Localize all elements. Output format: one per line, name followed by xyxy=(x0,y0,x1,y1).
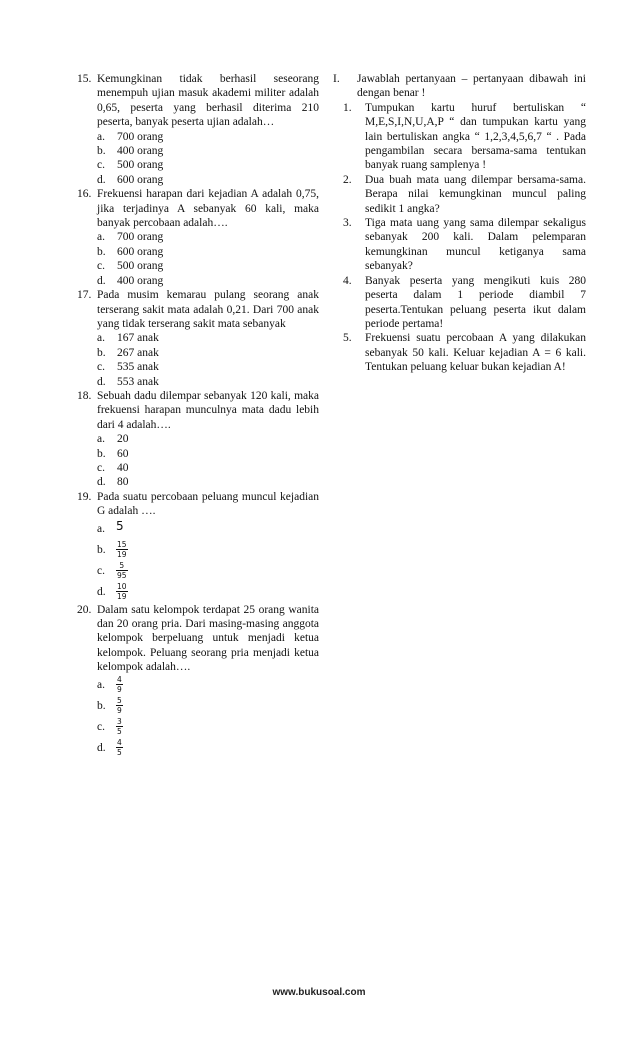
fraction-denominator: 5 xyxy=(117,747,122,757)
essay-number: 3. xyxy=(343,217,352,230)
section-number: I. xyxy=(333,73,340,85)
fraction-numerator: 4 xyxy=(117,674,122,684)
fraction-numerator: 5 xyxy=(119,560,125,570)
essay-number: 4. xyxy=(343,274,352,287)
fraction xyxy=(116,696,123,715)
option-text: 167 anak xyxy=(117,332,159,345)
option-d xyxy=(97,582,319,603)
option-b xyxy=(97,346,319,360)
option-a xyxy=(97,130,319,144)
question-20 xyxy=(77,603,319,759)
question-number: 15. xyxy=(77,73,92,85)
option-text: 20 xyxy=(117,433,129,446)
fraction xyxy=(116,738,123,757)
option-label: b. xyxy=(97,245,106,258)
question-19 xyxy=(77,490,319,603)
section-instruction: Jawablah pertanyaan – pertanyaan dibawah ini dengan benar ! xyxy=(357,73,586,100)
option-label: c. xyxy=(97,461,105,474)
essay-number: 1. xyxy=(343,101,352,114)
essay-number: 2. xyxy=(343,173,352,186)
option-text: 400 orang xyxy=(117,274,164,287)
option-label: c. xyxy=(97,361,105,374)
option-label: a. xyxy=(97,332,105,345)
option-label: c. xyxy=(97,564,105,577)
footer-website: www.bukusoal.com xyxy=(272,987,366,998)
option-value: 5 xyxy=(116,518,124,533)
option-text: 700 orang xyxy=(117,231,164,244)
fraction xyxy=(116,540,128,559)
option-a xyxy=(97,675,319,696)
essay-question-1 xyxy=(333,101,586,173)
question-17 xyxy=(77,288,319,389)
option-text: 535 anak xyxy=(117,361,159,374)
option-label: c. xyxy=(97,159,105,172)
question-text: Pada musim kemarau pulang seorang anak terserang sakit mata adalah 0,21. Dari 700 anak yang tidak terserang sakit mata sebanyak xyxy=(97,289,319,330)
fraction-numerator: 3 xyxy=(117,716,122,726)
option-text: 500 orang xyxy=(117,159,164,172)
option-label: b. xyxy=(97,543,106,556)
option-d xyxy=(97,274,319,288)
fraction-denominator: 95 xyxy=(117,570,127,580)
option-d xyxy=(97,375,319,389)
option-b xyxy=(97,245,319,259)
essay-text: Dua buah mata uang dilempar bersama-sama. Berapa nilai kemungkinan muncul paling sedikit 1 angka? xyxy=(365,173,586,215)
option-d xyxy=(97,475,319,489)
option-b xyxy=(97,696,319,717)
fraction-numerator: 10 xyxy=(117,581,127,591)
option-label: a. xyxy=(97,433,105,446)
fraction-denominator: 19 xyxy=(117,591,127,601)
option-label: b. xyxy=(97,447,106,460)
option-d xyxy=(97,173,319,187)
option-text: 60 xyxy=(117,447,129,460)
question-number: 18. xyxy=(77,389,92,402)
option-c xyxy=(97,717,319,738)
option-label: a. xyxy=(97,678,105,691)
question-text: Frekuensi harapan dari kejadian A adalah 0,75, jika terjadinya A sebanyak 60 kali, maka banyak percobaan adalah…. xyxy=(97,188,319,230)
option-label: c. xyxy=(97,720,105,733)
option-label: b. xyxy=(97,346,106,359)
fraction xyxy=(116,582,128,601)
question-15 xyxy=(77,72,319,187)
fraction xyxy=(116,717,123,736)
option-label: b. xyxy=(97,699,106,712)
option-label: d. xyxy=(97,741,106,754)
option-d xyxy=(97,738,319,759)
option-text: 600 orang xyxy=(117,245,164,258)
options-list xyxy=(97,519,319,603)
options-list xyxy=(97,230,319,288)
option-text: 500 orang xyxy=(117,260,164,273)
options-list xyxy=(97,331,319,389)
option-b xyxy=(97,540,319,561)
option-label: d. xyxy=(97,274,106,287)
option-label: c. xyxy=(97,260,105,273)
question-16 xyxy=(77,187,319,288)
option-a xyxy=(97,432,319,446)
question-number: 17. xyxy=(77,289,92,302)
fraction-denominator: 9 xyxy=(117,684,122,694)
question-18 xyxy=(77,389,319,490)
option-label: d. xyxy=(97,476,106,489)
option-label: d. xyxy=(97,173,106,186)
question-number: 16. xyxy=(77,188,92,201)
options-list xyxy=(97,432,319,490)
fraction xyxy=(116,675,123,694)
option-label: d. xyxy=(97,375,106,388)
option-c xyxy=(97,158,319,172)
option-c xyxy=(97,461,319,475)
fraction-denominator: 19 xyxy=(117,549,127,559)
option-label: a. xyxy=(97,522,105,535)
option-text: 40 xyxy=(117,461,129,474)
question-text: Dalam satu kelompok terdapat 25 orang wanita dan 20 orang pria. Dari masing-masing anggota kelompok berpeluang untuk menjadi ketua kelompok. Peluang seorang pria menjadi ketua kelompok adalah…. xyxy=(97,603,319,674)
option-text: 400 orang xyxy=(117,145,164,158)
essay-text: Banyak peserta yang mengikuti kuis 280 peserta dalam 1 periode diambil 7 peserta.Tentukan peluang peserta ikut dalam periode pertama! xyxy=(365,274,586,330)
fraction-numerator: 5 xyxy=(117,695,122,705)
option-c xyxy=(97,360,319,374)
essay-text: Tiga mata uang yang sama dilempar sekaligus sebanyak 200 kali. Dalam pelemparan kemungkinan muncul ketiganya sama sebanyak? xyxy=(365,217,586,273)
option-text: 267 anak xyxy=(117,346,159,359)
option-a xyxy=(97,519,319,540)
option-a xyxy=(97,331,319,345)
left-column xyxy=(77,72,319,759)
fraction-numerator: 4 xyxy=(117,737,122,747)
option-b xyxy=(97,144,319,158)
essay-text: Frekuensi suatu percobaan A yang dilakukan sebanyak 50 kali. Keluar kejadian A = 6 kali. Tentukan peluang keluar bukan kejadian A! xyxy=(365,332,586,374)
option-b xyxy=(97,447,319,461)
option-label: d. xyxy=(97,585,106,598)
question-number: 20. xyxy=(77,603,92,616)
essay-question-3 xyxy=(333,216,586,274)
essay-text: Tumpukan kartu huruf bertuliskan “ M,E,S,I,N,U,A,P “ dan tumpukan kartu yang lain bertuliskan angka “ 1,2,3,4,5,6,7 “ . Pada pengambilan secara bersama-sama tentukan banyak ruang samplenya ! xyxy=(365,101,586,172)
essay-number: 5. xyxy=(343,332,352,345)
fraction-denominator: 5 xyxy=(117,726,122,736)
option-label: b. xyxy=(97,145,106,158)
essay-question-2 xyxy=(333,173,586,216)
option-label: a. xyxy=(97,130,105,143)
option-label: a. xyxy=(97,231,105,244)
option-c xyxy=(97,259,319,273)
essay-question-4 xyxy=(333,274,586,332)
essay-question-5 xyxy=(333,331,586,374)
question-text: Kemungkinan tidak berhasil seseorang menempuh ujian masuk akademi militer adalah 0,65, peserta yang berhasil diterima 210 peserta, banyak peserta ujian adalah… xyxy=(97,73,319,129)
question-number: 19. xyxy=(77,490,92,503)
fraction-denominator: 9 xyxy=(117,705,122,715)
fraction-numerator: 15 xyxy=(117,539,127,549)
question-text: Pada suatu percobaan peluang muncul kejadian G adalah …. xyxy=(97,490,319,518)
option-text: 600 orang xyxy=(117,173,164,186)
right-column xyxy=(333,72,586,375)
question-text: Sebuah dadu dilempar sebanyak 120 kali, maka frekuensi harapan munculnya mata dadu lebih dari 4 adalah…. xyxy=(97,389,319,431)
options-list xyxy=(97,130,319,188)
option-text: 700 orang xyxy=(117,130,164,143)
fraction xyxy=(116,561,128,580)
essay-section-heading xyxy=(333,72,586,101)
option-c xyxy=(97,561,319,582)
option-text: 553 anak xyxy=(117,375,159,388)
option-a xyxy=(97,230,319,244)
options-list xyxy=(97,675,319,759)
option-text: 80 xyxy=(117,476,129,489)
